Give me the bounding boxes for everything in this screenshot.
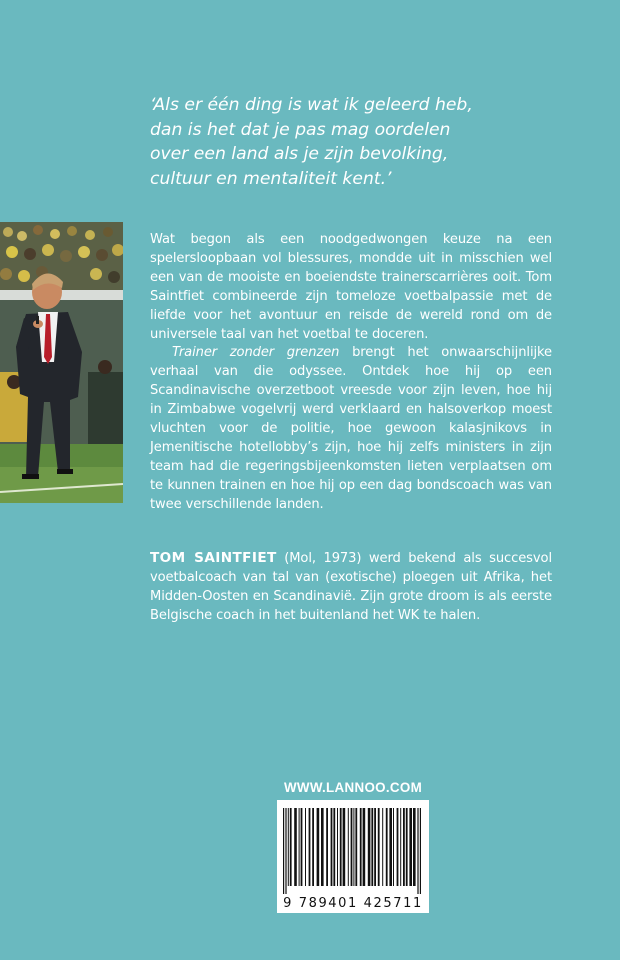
barcode-bar (288, 808, 289, 886)
barcode-bar (355, 808, 357, 886)
blurb (150, 231, 552, 515)
barcode-bar (389, 808, 392, 886)
book-title: Trainer zonder grenzen (172, 345, 340, 361)
isbn-number: 9 789401 425711 (283, 896, 423, 911)
blurb-paragraph-2-text: brengt het onwaarschijnlijke verhaal van die odyssee. Ontdek hoe hij op een Scandinavische overzetboot vreesde voor zijn leven, hoe hij in Zimbabwe vogelvrij werd verklaard en halsoverkop moest vluchten voor de politie, hoe gewoon kalasjnikovs in Jemenitische hotellobby’s zijn, hoe hij zelfs ministers in zijn team had die regeringsbijeenkomsten lieten verplaatsen om te kunnen trainen en hoe hij op een dag bondscoach was van twee verschillende landen. (150, 345, 552, 512)
barcode-bar (331, 808, 333, 886)
barcode-bar (397, 808, 399, 886)
barcode-bar (283, 808, 284, 894)
barcode-bar (353, 808, 354, 886)
barcode-bar (333, 808, 335, 886)
barcode-bar (305, 808, 306, 886)
quote-line: cultuur en mentaliteit kent.’ (150, 168, 392, 189)
barcode-bar (343, 808, 346, 886)
barcode-bar (368, 808, 371, 886)
barcode-bar (417, 808, 418, 894)
barcode-bar (371, 808, 373, 886)
barcode-bar (386, 808, 388, 886)
blurb-paragraph-1: Wat begon als een noodgedwongen keuze na een spelersloopbaan vol blessures, mondde uit in misschien wel een van de mooiste en boeiendste trainerscarrières ooit. Tom Saintfiet combineerde zijn tomeloze voetbalpassie met de liefde voor het avontuur en reisde de wereld rond om de universele taal van het voetbal te doceren. (150, 232, 552, 342)
barcode-bar (382, 808, 383, 886)
quote-line: dan is het dat je pas mag oordelen (150, 119, 451, 140)
barcode-bar (351, 808, 353, 886)
barcode-bar (360, 808, 362, 886)
barcode-bar (378, 808, 380, 886)
barcode-bar (340, 808, 342, 886)
barcode-bar (420, 808, 421, 894)
barcode-bar (348, 808, 349, 886)
barcode-bar (406, 808, 408, 886)
barcode-bar (321, 808, 324, 886)
barcode-bar (312, 808, 314, 886)
back-cover-quote (150, 93, 550, 191)
barcode-bar (326, 808, 328, 886)
blurb-paragraph-2 (150, 344, 552, 514)
barcode-bar (299, 808, 300, 886)
barcode-bar (309, 808, 311, 886)
coach-photo (0, 222, 123, 503)
author-name: TOM SAINTFIET (150, 550, 277, 566)
author-bio (150, 549, 552, 625)
barcode-bar (290, 808, 292, 886)
barcode-bar (301, 808, 303, 886)
barcode-bar (393, 808, 394, 886)
publisher-website[interactable]: WWW.LANNOO.COM (283, 780, 423, 795)
barcode-bar (285, 808, 286, 894)
barcode-bar (294, 808, 297, 886)
author-bio-text: (Mol, 1973) werd bekend als succesvol voetbalcoach van tal van (exotische) ploegen uit Afrika, het Midden-Oosten en Scandinavië. Zijn grote droom is als eerste Belgische coach in het buitenland het WK te halen. (150, 551, 552, 623)
quote-line: over een land als je zijn bevolking, (150, 144, 449, 165)
barcode-bar (374, 808, 376, 886)
barcode-bar (400, 808, 401, 886)
barcode-bar (363, 808, 366, 886)
barcode-bars (277, 800, 429, 895)
barcode-bar (403, 808, 405, 886)
isbn-barcode (277, 800, 429, 913)
barcode-bar (317, 808, 320, 886)
barcode-bar (409, 808, 412, 886)
barcode-bar (413, 808, 416, 886)
quote-line: ‘Als er één ding is wat ik geleerd heb, (150, 95, 473, 115)
barcode-bar (337, 808, 338, 886)
